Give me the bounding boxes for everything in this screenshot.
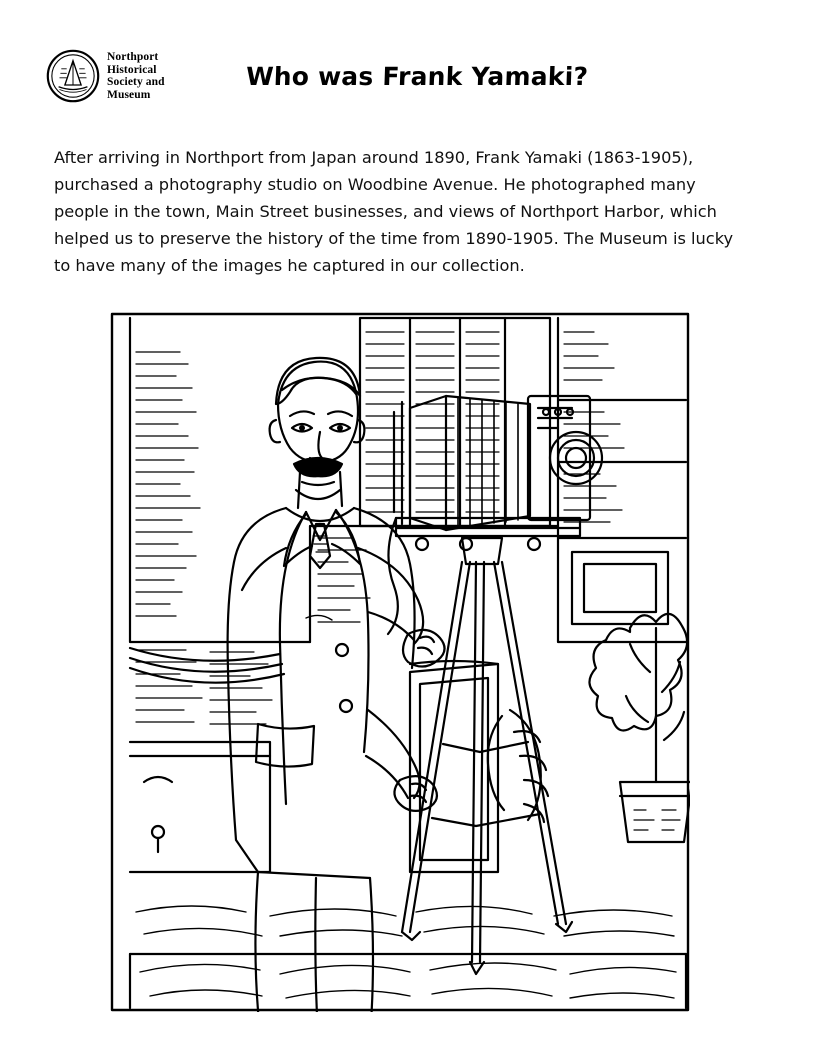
illustration-frank-yamaki	[110, 312, 690, 1012]
page-header	[46, 40, 770, 112]
page-title: Who was Frank Yamaki?	[245, 61, 589, 91]
logo-line-3: Society and	[107, 76, 165, 88]
logo-line-2: Historical	[107, 63, 157, 76]
illustration-svg	[110, 312, 690, 1012]
logo-line-4: Museum	[107, 88, 151, 101]
logo-line-1: Northport	[107, 51, 159, 63]
museum-logo-text	[107, 51, 165, 101]
sailboat-seal-icon	[46, 49, 100, 103]
intro-paragraph: After arriving in Northport from Japan around 1890, Frank Yamaki (1863-1905), purchased a photography studio on Woodbine Avenue. He photographed many people in the town, Main Street businesses, and views of Northport Harbor, which helped us to preserve the history of the time from 1890-1905. The Museum is lucky to have many of the images he captured in our collection.	[54, 148, 734, 275]
intro-paragraph-block	[54, 144, 744, 279]
museum-logo	[46, 49, 216, 103]
